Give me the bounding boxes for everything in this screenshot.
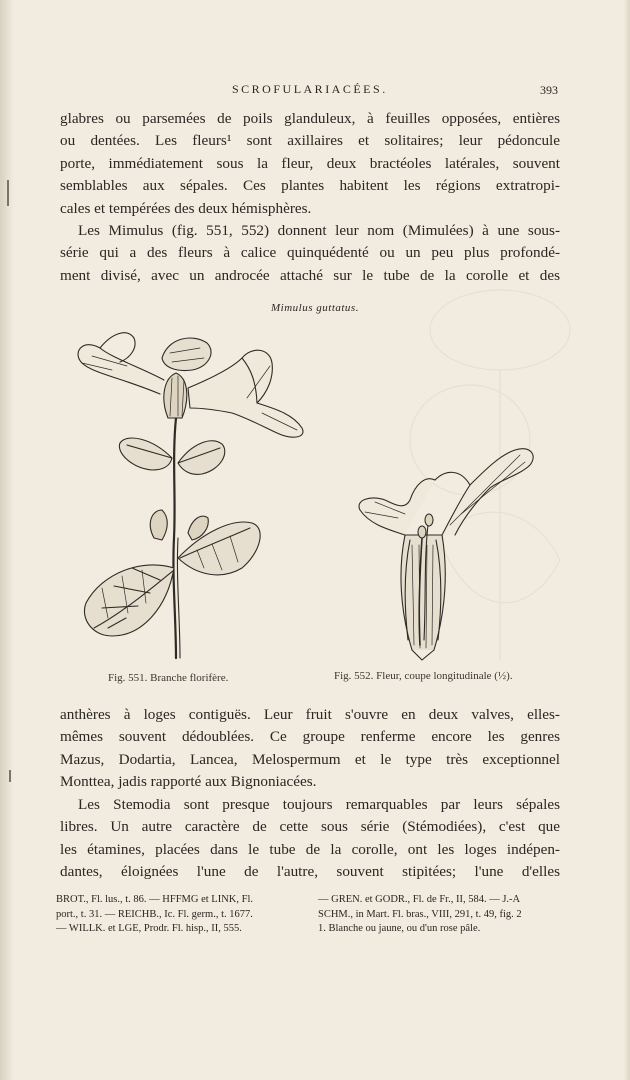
text-line: série qui a des fleurs à calice quinquédenté ou un peu plus profondé- — [60, 244, 560, 262]
text-line: dantes, éloignées l'une de l'autre, souvent stipitées; l'une d'elles — [60, 863, 560, 881]
paragraph-2 — [60, 220, 560, 287]
text-line: anthères à loges contiguës. Leur fruit s'ouvre en deux valves, elles- — [60, 706, 560, 723]
figure-551-caption: Fig. 551. Branche florifère. — [108, 672, 229, 684]
text-line: ment divisé, avec un androcée attaché sur le tube de la corolle et des — [60, 266, 560, 284]
text-line: ou dentées. Les fleurs¹ sont axillaires et solitaires; leur pédoncule — [60, 132, 560, 150]
footnotes-left-column — [56, 893, 296, 937]
footnote-line: 1. Blanche ou jaune, ou d'un rose pâle. — [318, 923, 481, 934]
text-line: libres. Un autre caractère de cette sous série (Stémodiées), c'est que — [60, 818, 560, 836]
footnote-line: — GREN. et GODR., Fl. de Fr., II, 584. — J.-A — [318, 894, 521, 905]
paragraph-3 — [60, 704, 560, 794]
paragraph-4 — [60, 794, 560, 884]
text-line: semblables aux sépales. Ces plantes habitent les régions extratropi- — [60, 177, 560, 195]
page-gutter-shadow — [0, 0, 14, 1080]
figure-title: Mimulus guttatus. — [271, 302, 359, 314]
footnote-line: SCHM., in Mart. Fl. bras., VIII, 291, t. 49, fig. 2 — [318, 908, 522, 920]
paragraph-1 — [60, 108, 560, 220]
text-line: cales et tempérées des deux hémisphères. — [60, 199, 312, 217]
page-number: 393 — [540, 83, 558, 97]
text-line: Les Mimulus (fig. 551, 552) donnent leur nom (Mimulées) à une sous- — [78, 222, 560, 239]
text-line: les étamines, placées dans le tube de la corolle, ont les loges indépen- — [60, 840, 560, 858]
text-line: Monttea, jadis rapporté aux Bignoniacées. — [60, 773, 317, 791]
text-line: porte, immédiatement sous la fleur, deux bractéoles latérales, souvent — [60, 154, 560, 172]
text-line: glabres ou parsemées de poils glanduleux, à feuilles opposées, entières — [60, 110, 560, 127]
running-title: SCROFULARIACÉES. — [232, 82, 388, 96]
text-line: Les Stemodia sont presque toujours remarquables par leurs sépales — [78, 796, 560, 813]
margin-mark — [7, 180, 9, 206]
figure-552-flower-section — [350, 440, 540, 662]
footnotes-right-column — [318, 893, 558, 937]
figure-551-flowering-branch — [72, 318, 312, 663]
footnote-line: — WILLK. et LGE, Prodr. Fl. hisp., II, 555. — [56, 923, 242, 934]
footnote-line: port., t. 31. — REICHB., Ic. Fl. germ., t. 1677. — [56, 908, 253, 920]
footnote-line: BROT., Fl. lus., t. 86. — HFFMG et LINK, Fl. — [56, 894, 253, 905]
text-line: mêmes souvent dédoublées. Ce groupe renferme encore les genres — [60, 728, 560, 746]
running-head — [0, 82, 630, 100]
text-line: Mazus, Dodartia, Lancea, Melospermum et le type très exceptionnel — [60, 750, 560, 768]
margin-mark — [9, 770, 11, 782]
figure-552-caption: Fig. 552. Fleur, coupe longitudinale (½). — [334, 670, 513, 682]
page-edge-shadow — [624, 0, 630, 1080]
